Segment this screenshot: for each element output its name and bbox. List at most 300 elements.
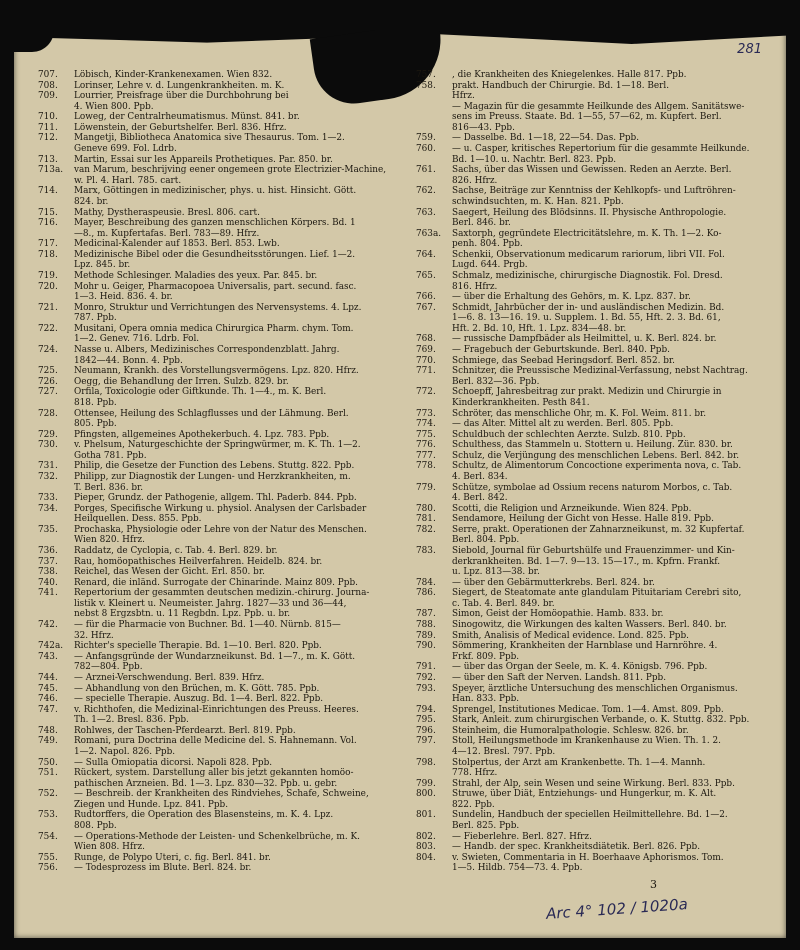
entry-number <box>416 768 452 779</box>
entry-number: 748. <box>38 725 58 736</box>
entry-number: 764. <box>416 249 436 260</box>
catalog-entry <box>416 779 778 790</box>
entry-text: Rohlwes, der Taschen-Pferdearzt. Berl. 819. Ppb. <box>74 725 296 736</box>
catalog-entry <box>38 102 400 113</box>
catalog-entry <box>38 271 400 282</box>
catalog-entry <box>38 631 400 642</box>
catalog-entry <box>416 789 778 800</box>
catalog-entry <box>416 345 778 356</box>
entry-number: 749. <box>38 736 58 747</box>
entry-text: — Fieberlehre. Berl. 827. Hfrz. <box>452 831 592 842</box>
catalog-entry <box>38 409 400 420</box>
catalog-entry <box>38 684 400 695</box>
entry-text: Sundelin, Handbuch der speciellen Heilmittellehre. Bd. 1—2. <box>452 810 728 821</box>
entry-number <box>38 483 74 494</box>
shelfmark-handwritten: Arc 4° 102 / 1020a <box>545 895 689 923</box>
entry-number <box>416 282 452 293</box>
entry-number: 775. <box>416 429 436 440</box>
entry-number: 794. <box>416 704 436 715</box>
catalog-entry <box>416 440 778 451</box>
entry-text: c. Tab. 4. Berl. 849. br. <box>452 598 555 609</box>
entry-number: 792. <box>416 672 436 683</box>
entry-text: — über den Saft der Nerven. Landsh. 811. Ppb. <box>452 672 667 683</box>
entry-number: 735. <box>38 524 58 535</box>
entry-text: Berl. 825. Ppb. <box>452 821 520 832</box>
entry-text: T. Berl. 836. br. <box>74 482 144 493</box>
entry-number: 797. <box>416 736 436 747</box>
entry-text: Steinheim, die Humoralpathologie. Schlesw. 826. br. <box>452 725 689 736</box>
entry-number: 799. <box>416 778 436 789</box>
catalog-entry <box>416 694 778 705</box>
entry-number <box>416 472 452 483</box>
catalog-entry <box>416 208 778 219</box>
entry-text: Martin, Essai sur les Appareils Prothetiques. Par. 850. br. <box>74 154 333 165</box>
entry-number: 779. <box>416 482 436 493</box>
entry-text: — Sulla Omiopatia dicorsi. Napoli 828. Ppb. <box>74 757 273 768</box>
entry-text: Bd. 1—10. u. Nachtr. Berl. 823. Ppb. <box>452 154 617 165</box>
catalog-entry <box>38 186 400 197</box>
catalog-entry <box>38 662 400 673</box>
entry-number: 778. <box>416 461 436 472</box>
entry-number: 761. <box>416 165 436 176</box>
catalog-entry <box>38 398 400 409</box>
entry-number: 773. <box>416 408 436 419</box>
entry-number: 798. <box>416 757 436 768</box>
catalog-entry <box>38 239 400 250</box>
entry-text: 822. Ppb. <box>452 799 495 810</box>
entry-text: schwindsuchten, m. K. Han. 821. Ppb. <box>452 196 624 207</box>
entry-number: 769. <box>416 345 436 356</box>
catalog-entry <box>38 461 400 472</box>
catalog-entry <box>416 684 778 695</box>
catalog-entry <box>38 557 400 568</box>
entry-text: van Marum, beschrijving eener ongemeen grote Electrizier-Machine, <box>74 165 387 176</box>
entry-number: 750. <box>38 757 58 768</box>
entry-text: Runge, de Polypo Uteri, c. fig. Berl. 841. br. <box>74 852 271 863</box>
entry-text: 1—6. 8. 13—16. 19. u. Supplem. 1. Bd. 55, Hft. 2. 3. Bd. 61, <box>452 313 721 324</box>
catalog-entry <box>38 546 400 557</box>
entry-text: — Fragebuch der Geburtskunde. Berl. 840. Ppb. <box>452 345 670 356</box>
entry-text: Pfingsten, allgemeines Apothekerbuch. 4. Lpz. 783. Ppb. <box>74 429 330 440</box>
entry-number: 786. <box>416 588 436 599</box>
entry-number: 791. <box>416 662 436 673</box>
catalog-entry <box>416 641 778 652</box>
entry-text: Simon, Geist der Homöopathie. Hamb. 833. br. <box>452 609 664 620</box>
catalog-entry <box>416 334 778 345</box>
entry-text: Scotti, die Religion und Arzneikunde. Wien 824. Ppb. <box>452 503 692 514</box>
entry-number <box>416 747 452 758</box>
entry-number <box>38 535 74 546</box>
entry-text: 1—5. Hildb. 754—73. 4. Ppb. <box>452 863 583 874</box>
left-column <box>38 70 400 874</box>
catalog-entry <box>416 821 778 832</box>
catalog-entry <box>38 705 400 716</box>
entry-number <box>38 334 74 345</box>
entry-number: 745. <box>38 683 58 694</box>
entry-number: 742a. <box>38 641 64 652</box>
entry-number: 789. <box>416 630 436 641</box>
entry-number: 710. <box>38 112 58 123</box>
entry-text: 787. Ppb. <box>74 313 117 324</box>
entry-number: 730. <box>38 440 58 451</box>
entry-number <box>38 662 74 673</box>
entry-text: listik v. Kleinert u. Neumeister. Jahrg. 1827—33 und 36—44, <box>74 598 347 609</box>
entry-text: penh. 804. Ppb. <box>452 239 523 250</box>
entry-number <box>38 747 74 758</box>
catalog-entry <box>38 303 400 314</box>
entry-number <box>38 419 74 430</box>
catalog-entry <box>38 609 400 620</box>
entry-text: 782—804. Ppb. <box>74 662 143 673</box>
catalog-entry <box>416 631 778 642</box>
entry-number <box>416 123 452 134</box>
entry-number <box>416 102 452 113</box>
entry-number <box>416 493 452 504</box>
entry-number: 754. <box>38 831 58 842</box>
entry-text: — für die Pharmacie von Buchner. Bd. 1—40. Nürnb. 815— <box>74 620 341 631</box>
catalog-entry <box>38 567 400 578</box>
catalog-entry <box>38 779 400 790</box>
entry-number <box>38 260 74 271</box>
entry-number: 758. <box>416 80 436 91</box>
entry-number <box>38 398 74 409</box>
catalog-entry <box>416 387 778 398</box>
entry-text: Stark, Anleit. zum chirurgischen Verbande, o. K. Stuttg. 832. Ppb. <box>452 715 750 726</box>
entry-text: Reichel, das Wesen der Gicht. Erl. 850. br. <box>74 567 265 578</box>
catalog-entry <box>416 144 778 155</box>
catalog-entry <box>416 525 778 536</box>
entry-text: Raddatz, de Cyclopia, c. Tab. 4. Berl. 829. br. <box>74 546 278 557</box>
catalog-entry <box>38 863 400 874</box>
entry-number <box>38 779 74 790</box>
catalog-entry <box>416 620 778 631</box>
entry-number: 737. <box>38 556 58 567</box>
entry-text: , die Krankheiten des Kniegelenkes. Halle 817. Ppb. <box>452 70 687 80</box>
entry-text: Monro, Struktur und Verrichtungen des Nervensystems. 4. Lpz. <box>74 302 362 313</box>
entry-text: Th. 1—2. Bresl. 836. Ppb. <box>74 715 189 726</box>
catalog-entry <box>416 239 778 250</box>
entry-text: Speyer, ärztliche Untersuchung des menschlichen Organismus. <box>452 683 738 694</box>
entry-text: — über die Erhaltung des Gehörs, m. K. Lpz. 837. br. <box>452 292 691 303</box>
entry-text: Berl. 832—36. Ppb. <box>452 376 540 387</box>
entry-text: 824. br. <box>74 196 109 207</box>
catalog-entry <box>416 419 778 430</box>
entry-number: 804. <box>416 852 436 863</box>
entry-number: 713. <box>38 154 58 165</box>
catalog-entry <box>416 810 778 821</box>
entry-number <box>416 239 452 250</box>
entry-number: 707. <box>38 70 58 80</box>
catalog-entry <box>416 356 778 367</box>
catalog-entry <box>38 832 400 843</box>
entry-number <box>38 229 74 240</box>
catalog-entry <box>416 726 778 737</box>
entry-text: — Handb. der spec. Krankheitsdiätetik. Berl. 826. Ppb. <box>452 842 701 853</box>
entry-number <box>38 176 74 187</box>
entry-number <box>416 260 452 271</box>
catalog-entry <box>38 260 400 271</box>
catalog-entry <box>416 81 778 92</box>
entry-text: Siebold, Journal für Geburtshülfe und Frauenzimmer- und Kin- <box>452 546 735 557</box>
catalog-entry <box>416 409 778 420</box>
entry-text: Sömmering, Krankheiten der Harnblase und Harnröhre. 4. <box>452 641 718 652</box>
entry-text: Struwe, über Diät, Entziehungs- und Hungerkur, m. K. Alt. <box>452 789 717 800</box>
catalog-entry <box>416 165 778 176</box>
entry-number: 755. <box>38 852 58 863</box>
catalog-entry <box>416 133 778 144</box>
entry-number: 741. <box>38 588 58 599</box>
entry-number <box>38 631 74 642</box>
entry-text: — Dasselbe. Bd. 1—18, 22—54. Das. Ppb. <box>452 133 640 144</box>
entry-number <box>38 715 74 726</box>
catalog-entry <box>416 260 778 271</box>
entry-number: 743. <box>38 651 58 662</box>
entry-text: 778. Hfrz. <box>452 768 498 779</box>
entry-number <box>416 800 452 811</box>
entry-number: 740. <box>38 577 58 588</box>
entry-text: — über das Organ der Seele, m. K. 4. Königsb. 796. Ppb. <box>452 662 708 673</box>
entry-number: 720. <box>38 281 58 292</box>
catalog-entry <box>38 197 400 208</box>
catalog-entry <box>38 250 400 261</box>
entry-number: 742. <box>38 620 58 631</box>
catalog-entry <box>416 303 778 314</box>
entry-text: Neumann, Krankh. des Vorstellungsvermögens. Lpz. 820. Hfrz. <box>74 366 359 377</box>
entry-number: 774. <box>416 419 436 430</box>
entry-text: Mathy, Dystheraspeusie. Bresl. 806. cart. <box>74 207 260 218</box>
catalog-entry <box>416 546 778 557</box>
catalog-entry <box>38 377 400 388</box>
catalog-entry <box>416 535 778 546</box>
entry-number: 721. <box>38 302 58 313</box>
entry-number <box>38 842 74 853</box>
entry-number: 787. <box>416 609 436 620</box>
catalog-entry <box>38 324 400 335</box>
entry-number: 771. <box>416 366 436 377</box>
entry-number <box>38 102 74 113</box>
catalog-entry <box>38 758 400 769</box>
entry-text: — Magazin für die gesammte Heilkunde des Allgem. Sanitätswe- <box>452 101 745 112</box>
entry-number: 751. <box>38 768 58 779</box>
catalog-entry <box>38 229 400 240</box>
entry-number <box>38 144 74 155</box>
entry-number: 780. <box>416 503 436 514</box>
stamp-number: 281 <box>737 42 762 57</box>
entry-text: 1—2. Napol. 826. Ppb. <box>74 747 176 757</box>
entry-text: Mayer, Beschreibung des ganzen menschlichen Körpers. Bd. 1 <box>74 218 356 229</box>
entry-number: 727. <box>38 387 58 398</box>
catalog-entry <box>416 377 778 388</box>
entry-text: Sachse, Beiträge zur Kenntniss der Kehlkopfs- und Luftröhren- <box>452 186 736 197</box>
entry-number <box>416 863 452 874</box>
entry-number: 747. <box>38 704 58 715</box>
entry-text: Schultz, de Alimentorum Concoctione experimenta nova, c. Tab. <box>452 461 742 472</box>
entry-text: Schoepff, Jahresbeitrag zur prakt. Medizin und Chirurgie in <box>452 387 722 398</box>
entry-text: — Arznei-Verschwendung. Berl. 839. Hfrz. <box>74 672 265 683</box>
entry-text: 826. Hfrz. <box>452 175 498 186</box>
catalog-entry <box>416 282 778 293</box>
entry-text: v. Phelsum, Naturgeschichte der Springwürmer, m. K. Th. 1—2. <box>74 440 361 451</box>
entry-number <box>38 197 74 208</box>
entry-number: 728. <box>38 408 58 419</box>
catalog-entry <box>38 842 400 853</box>
entry-number: 744. <box>38 672 58 683</box>
catalog-entry <box>38 789 400 800</box>
catalog-entry <box>416 609 778 620</box>
catalog-entry <box>416 504 778 515</box>
entry-text: Schenkii, Observationum medicarum rariorum, libri VII. Fol. <box>452 249 725 260</box>
entry-number: 768. <box>416 334 436 345</box>
catalog-entry <box>38 768 400 779</box>
entry-text: Mohr u. Geiger, Pharmacopoea Universalis, part. secund. fasc. <box>74 281 357 292</box>
catalog-entry <box>416 229 778 240</box>
catalog-entry <box>38 493 400 504</box>
catalog-entry <box>416 313 778 324</box>
entry-text: Berl. 846. br. <box>452 218 511 229</box>
entry-number <box>416 176 452 187</box>
entry-text: u. Lpz. 813—38. br. <box>452 567 540 578</box>
entry-text: Smith, Analisis of Medical evidence. Lond. 825. Ppb. <box>452 630 689 641</box>
catalog-entry <box>416 197 778 208</box>
entry-text: Romani, pura Doctrina delle Medicine del. S. Hahnemann. Vol. <box>74 736 357 747</box>
entry-number <box>38 313 74 324</box>
entry-text: Wien 808. Hfrz. <box>74 842 145 853</box>
entry-number <box>38 514 74 525</box>
entry-text: Rau, homöopathisches Heilverfahren. Heidelb. 824. br. <box>74 556 323 567</box>
entry-text: Lpz. 845. br. <box>74 260 131 271</box>
catalog-entry <box>38 853 400 864</box>
entry-text: Wien 820. Hfrz. <box>74 535 145 546</box>
catalog-entry <box>416 292 778 303</box>
entry-text: Löbisch, Kinder-Krankenexamen. Wien 832. <box>74 70 273 80</box>
catalog-entry <box>416 271 778 282</box>
entry-text: — über den Gebärmutterkrebs. Berl. 824. br. <box>452 577 655 588</box>
entry-text: Sendamore, Heilung der Gicht von Hesse. Halle 819. Ppb. <box>452 514 714 525</box>
entry-text: — specielle Therapie. Auszug. Bd. 1—4. Berl. 822. Ppb. <box>74 694 324 705</box>
catalog-entry <box>38 81 400 92</box>
entry-number <box>416 599 452 610</box>
catalog-entry <box>416 186 778 197</box>
entry-number <box>416 557 452 568</box>
catalog-entry <box>38 641 400 652</box>
entry-number: 733. <box>38 493 58 504</box>
entry-text: —8., m. Kupfertafas. Berl. 783—89. Hfrz. <box>74 228 260 239</box>
entry-text: Han. 833. Ppb. <box>452 694 520 705</box>
catalog-entry <box>38 694 400 705</box>
entry-text: Schröter, das menschliche Ohr, m. K. Fol. Weim. 811. br. <box>452 408 707 419</box>
entry-number <box>416 821 452 832</box>
catalog-entry <box>38 292 400 303</box>
entry-number: 763. <box>416 207 436 218</box>
entry-number: 725. <box>38 366 58 377</box>
entry-number: 738. <box>38 567 58 578</box>
entry-number <box>416 218 452 229</box>
entry-text: Heilquellen. Dess. 855. Ppb. <box>74 514 202 525</box>
catalog-entry <box>416 366 778 377</box>
entry-text: Rudtorffers, die Operation des Blasensteins, m. K. 4. Lpz. <box>74 810 334 821</box>
catalog-entry <box>38 652 400 663</box>
entry-number <box>416 313 452 324</box>
entry-text: Sinogowitz, die Wirkungen des kalten Wassers. Berl. 840. br. <box>452 620 727 631</box>
entry-number: 724. <box>38 345 58 356</box>
entry-text: prakt. Handbuch der Chirurgie. Bd. 1—18. Berl. <box>452 80 670 91</box>
entry-number: 729. <box>38 429 58 440</box>
entry-text: 4—12. Bresl. 797. Ppb. <box>452 747 556 757</box>
catalog-entry <box>38 747 400 758</box>
entry-text: Richter's specielle Therapie. Bd. 1—10. Berl. 820. Ppb. <box>74 641 322 652</box>
entry-text: — Todesprozess im Blute. Berl. 824. br. <box>74 863 252 874</box>
catalog-entry <box>38 620 400 631</box>
catalog-entry <box>38 165 400 176</box>
entry-text: v. Swieten, Commentaria in H. Boerhaave Aphorismos. Tom. <box>452 852 724 863</box>
catalog-entry <box>416 758 778 769</box>
entry-text: — Beschreib. der Krankheiten des Rindviehes, Schafe, Schweine, <box>74 789 369 800</box>
catalog-entry <box>38 588 400 599</box>
entry-text: 1—3. Heid. 836. 4. br. <box>74 292 173 303</box>
entry-text: sens im Preuss. Staate. Bd. 1—55, 57—62, m. Kupfert. Berl. <box>452 112 722 123</box>
entry-text: — russische Dampfbäder als Heilmittel, u. K. Berl. 824. br. <box>452 334 717 345</box>
entry-number <box>416 112 452 123</box>
entry-text: — Operations-Methode der Leisten- und Schenkelbrüche, m. K. <box>74 831 360 842</box>
entry-text: Schmalz, medizinische, chirurgische Diagnostik. Fol. Dresd. <box>452 270 723 281</box>
entry-number <box>38 292 74 303</box>
catalog-entry <box>38 144 400 155</box>
entry-number: 709. <box>38 91 58 102</box>
entry-number: 762. <box>416 186 436 197</box>
catalog-entry <box>416 715 778 726</box>
catalog-entry <box>38 176 400 187</box>
entry-text: Ottensee, Heilung des Schlagflusses und der Lähmung. Berl. <box>74 408 349 419</box>
entry-text: Siegert, de Steatomate ante glandulam Pituitariam Cerebri sito, <box>452 588 742 599</box>
entry-text: Schmidt, Jahrbücher der in- und ausländischen Medizin. Bd. <box>452 302 725 313</box>
entry-number <box>38 821 74 832</box>
catalog-entry <box>38 535 400 546</box>
entry-number: 716. <box>38 218 58 229</box>
catalog-entry <box>416 250 778 261</box>
entry-number: 788. <box>416 620 436 631</box>
entry-text: Philipp, zur Diagnostik der Lungen- und Herzkrankheiten, m. <box>74 471 351 482</box>
catalog-entry <box>416 112 778 123</box>
catalog-entry <box>416 557 778 568</box>
entry-text: Philip, die Gesetze der Function des Lebens. Stuttg. 822. Ppb. <box>74 461 355 472</box>
entry-number: 731. <box>38 461 58 472</box>
entry-text: Repertorium der gesammten deutschen medizin.-chirurg. Journa- <box>74 588 370 599</box>
entry-text: 4. Wien 800. Ppb. <box>74 101 154 112</box>
entry-text: Lorinser, Lehre v. d. Lungenkrankheiten. m. K. <box>74 80 285 91</box>
entry-number: 726. <box>38 376 58 387</box>
catalog-entry <box>416 461 778 472</box>
catalog-entry <box>416 842 778 853</box>
entry-number: 763a. <box>416 228 442 239</box>
entry-number <box>416 567 452 578</box>
entry-number: 782. <box>416 524 436 535</box>
entry-number: 793. <box>416 683 436 694</box>
entry-text: Methode Schlesinger. Maladies des yeux. Par. 845. br. <box>74 270 318 281</box>
catalog-entry <box>416 736 778 747</box>
entry-number: 757. <box>416 70 436 80</box>
entry-text: 4. Berl. 842. <box>452 493 508 504</box>
entry-text: 805. Ppb. <box>74 419 117 430</box>
entry-text: Musitani, Opera omnia medica Chirurgica Pharm. chym. Tom. <box>74 323 354 334</box>
catalog-entry <box>416 588 778 599</box>
entry-number <box>38 800 74 811</box>
entry-number: 765. <box>416 270 436 281</box>
entry-number: 790. <box>416 641 436 652</box>
catalog-entry <box>416 218 778 229</box>
catalog-entry <box>38 504 400 515</box>
catalog-entry <box>38 419 400 430</box>
catalog-entry <box>38 483 400 494</box>
